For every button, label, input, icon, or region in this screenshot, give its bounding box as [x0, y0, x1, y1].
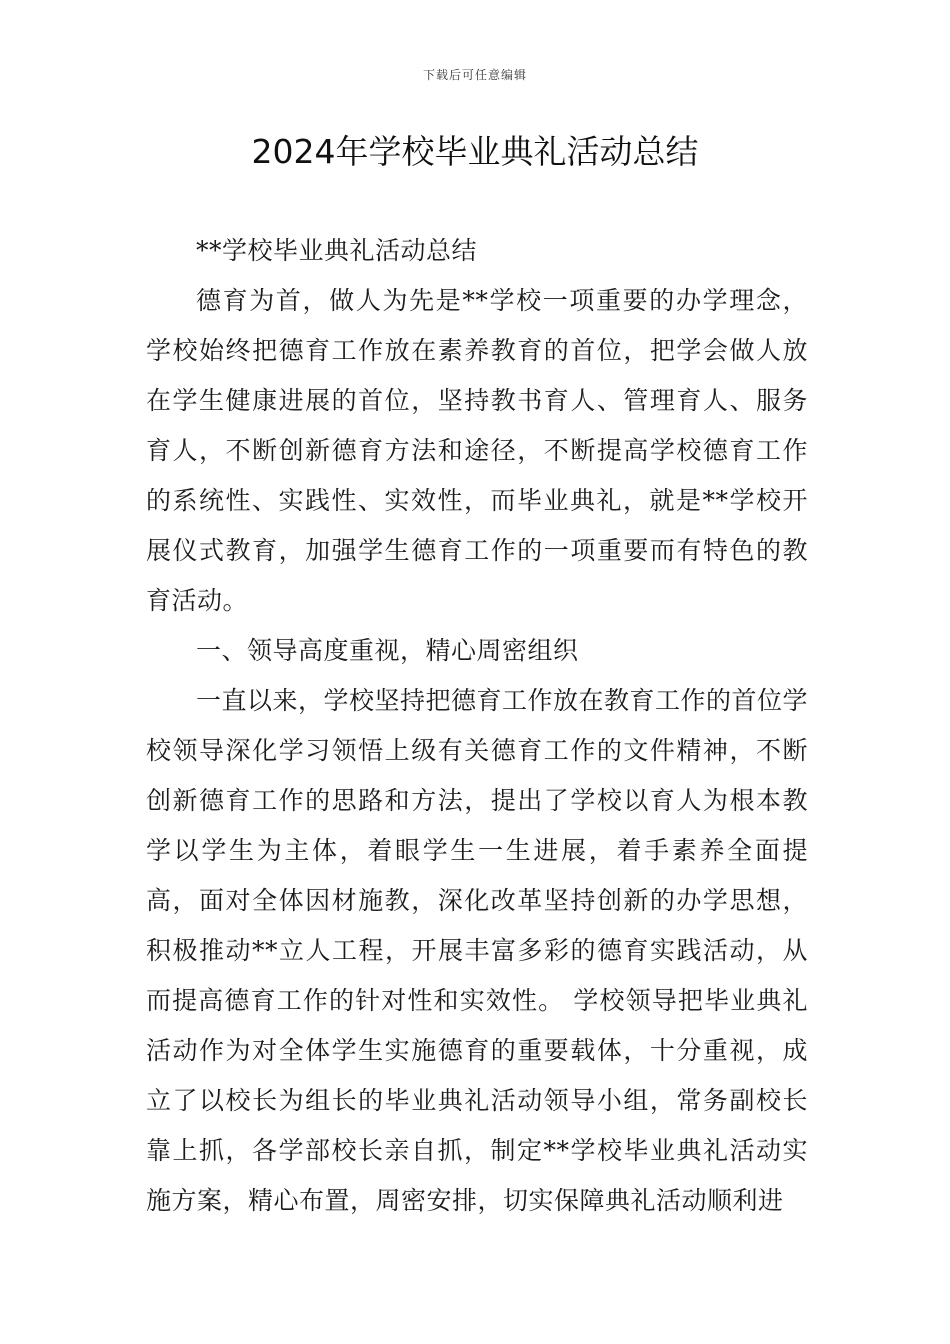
document-body — [146, 226, 808, 1226]
section-heading: 一、领导高度重视，精心周密组织 — [196, 636, 579, 665]
intro-paragraph: 德育为首，做人为先是**学校一项重要的办学理念，学校始终把德育工作放在素养教育的首位，把学会做人放在学生健康进展的首位，坚持教书育人、管理育人、服务育人，不断创新德育方法和途径，不断提高学校德育工作的系统性、实践性、实效性，而毕业典礼，就是**学校开展仪式教育，加强学生德育工作的一项重要而有特色的教育活动。 — [146, 286, 808, 615]
header-note: 下载后可任意编辑 — [422, 68, 527, 82]
body-paragraph: 一直以来，学校坚持把德育工作放在教育工作的首位学校领导深化学习领悟上级有关德育工作的文件精神，不断创新德育工作的思路和方法，提出了学校以育人为根本教学以学生为主体，着眼学生一生进展，着手素养全面提高，面对全体因材施教，深化改革坚持创新的办学思想，积极推动**立人工程，开展丰富多彩的德育实践活动，从而提高德育工作的针对性和实效性。 学校领导把毕业典礼活动作为对全体学生实施德育的重要载体，十分重视，成立了以校长为组长的毕业典礼活动领导小组，常务副校长靠上抓，各学部校长亲自抓，制定**学校毕业典礼活动实施方案，精心布置，周密安排，切实保障典礼活动顺利进 — [146, 686, 809, 1215]
document-title: 2024年学校毕业典礼活动总结 — [251, 132, 699, 171]
subtitle-paragraph: **学校毕业典礼活动总结 — [196, 236, 478, 265]
